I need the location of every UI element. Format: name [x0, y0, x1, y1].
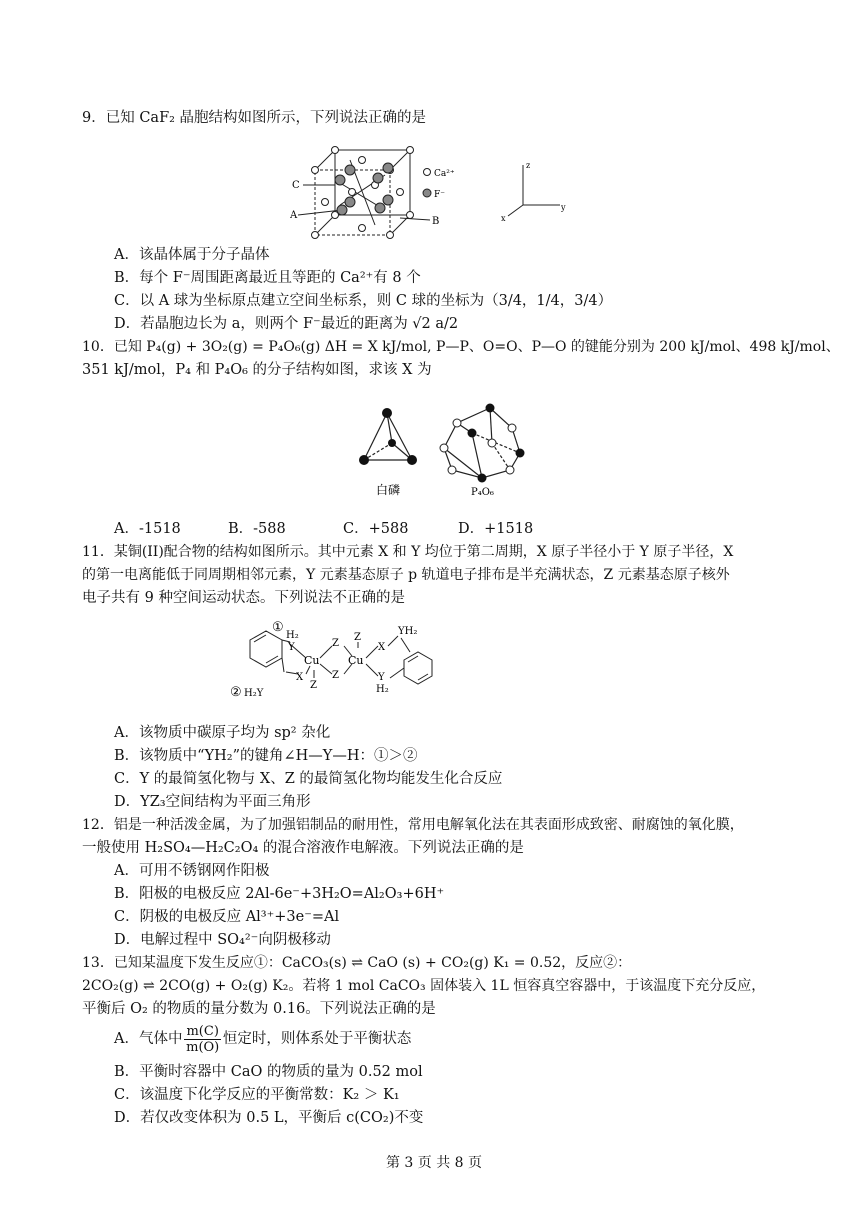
q10-stem-line1: 10．已知 P₄(g) + 3O₂(g) = P₄O₆(g) ΔH = X kJ/mol, P—P、O=O、P—O 的键能分别为 200 kJ/mol、498 kJ/mol、	[82, 339, 840, 355]
y-label-right: Y	[378, 672, 385, 683]
q10-option-a: A．-1518	[114, 521, 181, 537]
q13-stem-line1: 13．已知某温度下发生反应①：CaCO₃(s) ⇌ CaO (s) + CO₂(g) K₁ = 0.52，反应②：	[82, 955, 632, 971]
q13-option-c: C．该温度下化学反应的平衡常数：K₂ ＞ K₁	[114, 1087, 400, 1103]
axis-z-label: z	[526, 161, 531, 170]
yh2-label: YH₂	[398, 626, 418, 637]
q12-stem-line2: 一般使用 H₂SO₄—H₂C₂O₄ 的混合溶液作电解液。下列说法正确的是	[82, 840, 524, 856]
h2-label-left: H₂	[286, 630, 299, 641]
q12-option-a: A．可用不锈钢网作阳极	[114, 863, 270, 879]
q10-option-c: C．+588	[343, 521, 409, 537]
q13-stem-line3: 平衡后 O₂ 的物质的量分数为 0.16。下列说法正确的是	[82, 1001, 436, 1017]
label-b: B	[432, 216, 440, 227]
q12-option-d: D．电解过程中 SO₄²⁻向阴极移动	[114, 932, 331, 948]
q10-option-b: B．-588	[228, 521, 286, 537]
coordinate-axes	[508, 165, 560, 216]
h2y-label: H₂Y	[244, 688, 264, 699]
copper-complex-figure	[228, 618, 448, 700]
label-a: A	[290, 210, 298, 221]
z-label-left: Z	[310, 680, 317, 691]
q11-stem-line1: 11．某铜(II)配合物的结构如图所示。其中元素 X 和 Y 均位于第二周期，X 原子半径小于 Y 原子半径，X	[82, 544, 734, 560]
cu-label-left: Cu	[304, 654, 320, 667]
h2-label-right: H₂	[376, 684, 389, 695]
q9-option-d: D．若晶胞边长为 a，则两个 F⁻最近的距离为 √2 a/2	[114, 316, 459, 332]
white-phosphorus-label: 白磷	[376, 483, 401, 497]
q10-option-d: D．+1518	[458, 521, 534, 537]
q9-option-c: C．以 A 球为坐标原点建立空间坐标系，则 C 球的坐标为（3/4，1/4，3/4）	[114, 293, 613, 309]
q13-option-b: B．平衡时容器中 CaO 的物质的量为 0.52 mol	[114, 1064, 423, 1080]
axis-x-label: x	[501, 214, 506, 223]
q13-option-a	[114, 1020, 411, 1058]
f-legend-marker	[423, 189, 431, 197]
cu-label-right: Cu	[348, 654, 364, 667]
y-label-left: Y	[288, 642, 295, 653]
q9-stem: 9．已知 CaF₂ 晶胞结构如图所示，下列说法正确的是	[82, 110, 427, 126]
q11-stem-line2: 的第一电离能低于同周期相邻元素，Y 元素基态原子 p 轨道电子排布是半充满状态，Z 元素基态原子核外	[82, 567, 730, 583]
q11-option-c: C．Y 的最简氢化物与 X、Z 的最简氢化物均能发生化合反应	[114, 771, 503, 787]
q13-option-d: D．若仅改变体积为 0.5 L，平衡后 c(CO₂)不变	[114, 1110, 424, 1126]
q12-option-c: C．阴极的电极反应 Al³⁺+3e⁻=Al	[114, 909, 340, 925]
page-footer: 第 3 页 共 8 页	[385, 1155, 483, 1171]
ca-legend-label: Ca²⁺	[434, 169, 455, 179]
phosphorus-structures-figure	[352, 398, 532, 503]
p4o6-label: P₄O₆	[471, 487, 494, 498]
q11-option-b: B．该物质中“YH₂”的键角∠H—Y—H：①＞②	[114, 748, 418, 764]
q9-option-a: A．该晶体属于分子晶体	[114, 247, 270, 263]
axis-y-label: y	[561, 203, 566, 212]
z-label-top: Z	[332, 638, 339, 649]
fraction-denominator: m(O)	[186, 1039, 220, 1055]
q12-stem-line1: 12．铝是一种活泼金属，为了加强铝制品的耐用性，常用电解氧化法在其表面形成致密、耐腐蚀的氧化膜，	[82, 817, 744, 833]
q13-option-a-prefix: A．气体中	[114, 1031, 183, 1047]
q10-stem-line2: 351 kJ/mol，P₄ 和 P₄O₆ 的分子结构如图，求该 X 为	[82, 362, 432, 378]
q13-option-a-suffix: 恒定时，则体系处于平衡状态	[222, 1031, 412, 1047]
caf2-cell-figure	[290, 140, 590, 245]
q12-option-b: B．阳极的电极反应 2Al-6e⁻+3H₂O=Al₂O₃+6H⁺	[114, 886, 445, 902]
q13-stem-line2: 2CO₂(g) ⇌ 2CO(g) + O₂(g) K₂。若将 1 mol CaCO₃ 固体装入 1L 恒容真空容器中，于该温度下充分反应，	[82, 978, 766, 994]
label-c: C	[292, 180, 300, 191]
q11-stem-line3: 电子共有 9 种空间运动状态。下列说法不正确的是	[82, 590, 405, 606]
circle-2-marker: ②	[230, 685, 242, 700]
x-label-left: X	[296, 672, 304, 683]
x-label-right: X	[378, 642, 386, 653]
q9-option-b: B．每个 F⁻周围距离最近且等距的 Ca²⁺有 8 个	[114, 270, 421, 286]
z-label-bottom: Z	[332, 670, 339, 681]
fraction-numerator: m(C)	[186, 1023, 219, 1039]
ca-legend-marker	[424, 169, 431, 176]
q11-option-a: A．该物质中碳原子均为 sp² 杂化	[114, 725, 331, 741]
q11-option-d: D．YZ₃空间结构为平面三角形	[114, 794, 311, 810]
f-legend-label: F⁻	[434, 190, 445, 200]
z-label-right: Z	[354, 632, 361, 643]
mass-ratio-fraction	[184, 1024, 220, 1055]
circle-1-marker: ①	[272, 620, 284, 635]
